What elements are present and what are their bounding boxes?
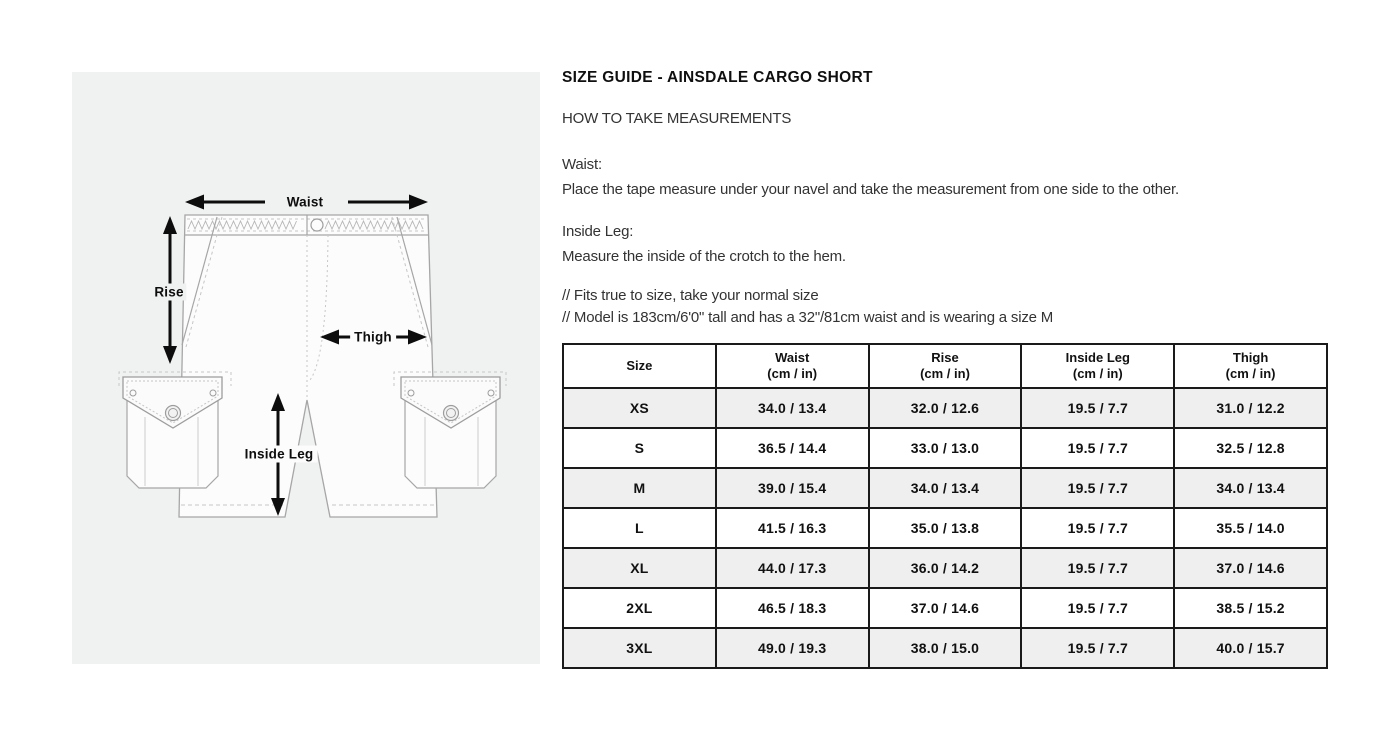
measurement-cell: 36.0 / 14.2 — [869, 548, 1022, 588]
inside-leg-instruction-section — [562, 224, 1328, 267]
measurement-cell: 19.5 / 7.7 — [1021, 628, 1174, 668]
size-row-s — [563, 428, 1327, 468]
rise-arrow-label: Rise — [151, 284, 186, 301]
waist-instruction-body: Place the tape measure under your navel and take the measurement from one side to the other. — [562, 181, 1179, 198]
size-row-l — [563, 508, 1327, 548]
size-guide-content — [562, 70, 1328, 669]
product-diagram-panel — [72, 72, 540, 664]
measurement-cell: 35.5 / 14.0 — [1174, 508, 1327, 548]
measurement-cell: 41.5 / 16.3 — [716, 508, 869, 548]
measurement-cell: 34.0 / 13.4 — [869, 468, 1022, 508]
measurement-cell: 40.0 / 15.7 — [1174, 628, 1327, 668]
size-row-2xl — [563, 588, 1327, 628]
measurement-cell: 19.5 / 7.7 — [1021, 588, 1174, 628]
column-header-inside-leg: Inside Leg (cm / in) — [1021, 344, 1174, 388]
size-table-body — [563, 388, 1327, 668]
cargo-pocket-right-button-outer — [444, 406, 459, 421]
measurement-cell: 38.5 / 15.2 — [1174, 588, 1327, 628]
measurement-cell: 32.0 / 12.6 — [869, 388, 1022, 428]
size-cell: 3XL — [563, 628, 716, 668]
measurement-cell: 39.0 / 15.4 — [716, 468, 869, 508]
size-cell: 2XL — [563, 588, 716, 628]
size-row-3xl — [563, 628, 1327, 668]
inside-leg-instruction-body: Measure the inside of the crotch to the hem. — [562, 248, 846, 265]
size-row-m — [563, 468, 1327, 508]
measurement-cell: 19.5 / 7.7 — [1021, 468, 1174, 508]
size-table-header-row — [563, 344, 1327, 388]
size-cell: L — [563, 508, 716, 548]
measurement-cell: 19.5 / 7.7 — [1021, 428, 1174, 468]
measurement-cell: 19.5 / 7.7 — [1021, 548, 1174, 588]
measurement-cell: 32.5 / 12.8 — [1174, 428, 1327, 468]
column-header-waist: Waist (cm / in) — [716, 344, 869, 388]
fit-note: // Fits true to size, take your normal size — [562, 287, 819, 304]
measurement-cell: 19.5 / 7.7 — [1021, 388, 1174, 428]
size-cell: XS — [563, 388, 716, 428]
column-header-rise: Rise (cm / in) — [869, 344, 1022, 388]
how-to-subtitle: HOW TO TAKE MEASUREMENTS — [562, 110, 792, 127]
measurement-cell: 31.0 / 12.2 — [1174, 388, 1327, 428]
measurement-cell: 19.5 / 7.7 — [1021, 508, 1174, 548]
waist-button — [311, 219, 323, 231]
shorts-technical-drawing — [72, 72, 540, 664]
page-title: SIZE GUIDE - AINSDALE CARGO SHORT — [562, 69, 873, 86]
waist-arrow-label: Waist — [286, 194, 324, 210]
thigh-arrow-label: Thigh — [350, 329, 396, 346]
size-cell: M — [563, 468, 716, 508]
waist-instruction-heading: Waist: — [562, 156, 602, 173]
size-table-head — [563, 344, 1327, 388]
waist-instruction-section — [562, 157, 1328, 200]
size-table — [562, 343, 1328, 669]
measurement-cell: 49.0 / 19.3 — [716, 628, 869, 668]
column-header-thigh: Thigh (cm / in) — [1174, 344, 1327, 388]
size-row-xs — [563, 388, 1327, 428]
measurement-cell: 38.0 / 15.0 — [869, 628, 1022, 668]
measurement-cell: 37.0 / 14.6 — [869, 588, 1022, 628]
size-cell: S — [563, 428, 716, 468]
measurement-cell: 35.0 / 13.8 — [869, 508, 1022, 548]
measurement-cell: 33.0 / 13.0 — [869, 428, 1022, 468]
measurement-cell: 44.0 / 17.3 — [716, 548, 869, 588]
measurement-cell: 34.0 / 13.4 — [716, 388, 869, 428]
fit-notes — [562, 285, 1328, 329]
column-header-size: Size — [563, 344, 716, 388]
size-cell: XL — [563, 548, 716, 588]
size-row-xl — [563, 548, 1327, 588]
model-note: // Model is 183cm/6'0" tall and has a 32"/81cm waist and is wearing a size M — [562, 309, 1054, 326]
measurement-cell: 36.5 / 14.4 — [716, 428, 869, 468]
inside-leg-instruction-heading: Inside Leg: — [562, 223, 634, 240]
measurement-cell: 46.5 / 18.3 — [716, 588, 869, 628]
cargo-pocket-left-button-outer — [166, 406, 181, 421]
measurement-cell: 37.0 / 14.6 — [1174, 548, 1327, 588]
inside-leg-arrow-label: Inside Leg — [241, 446, 318, 463]
measurement-cell: 34.0 / 13.4 — [1174, 468, 1327, 508]
